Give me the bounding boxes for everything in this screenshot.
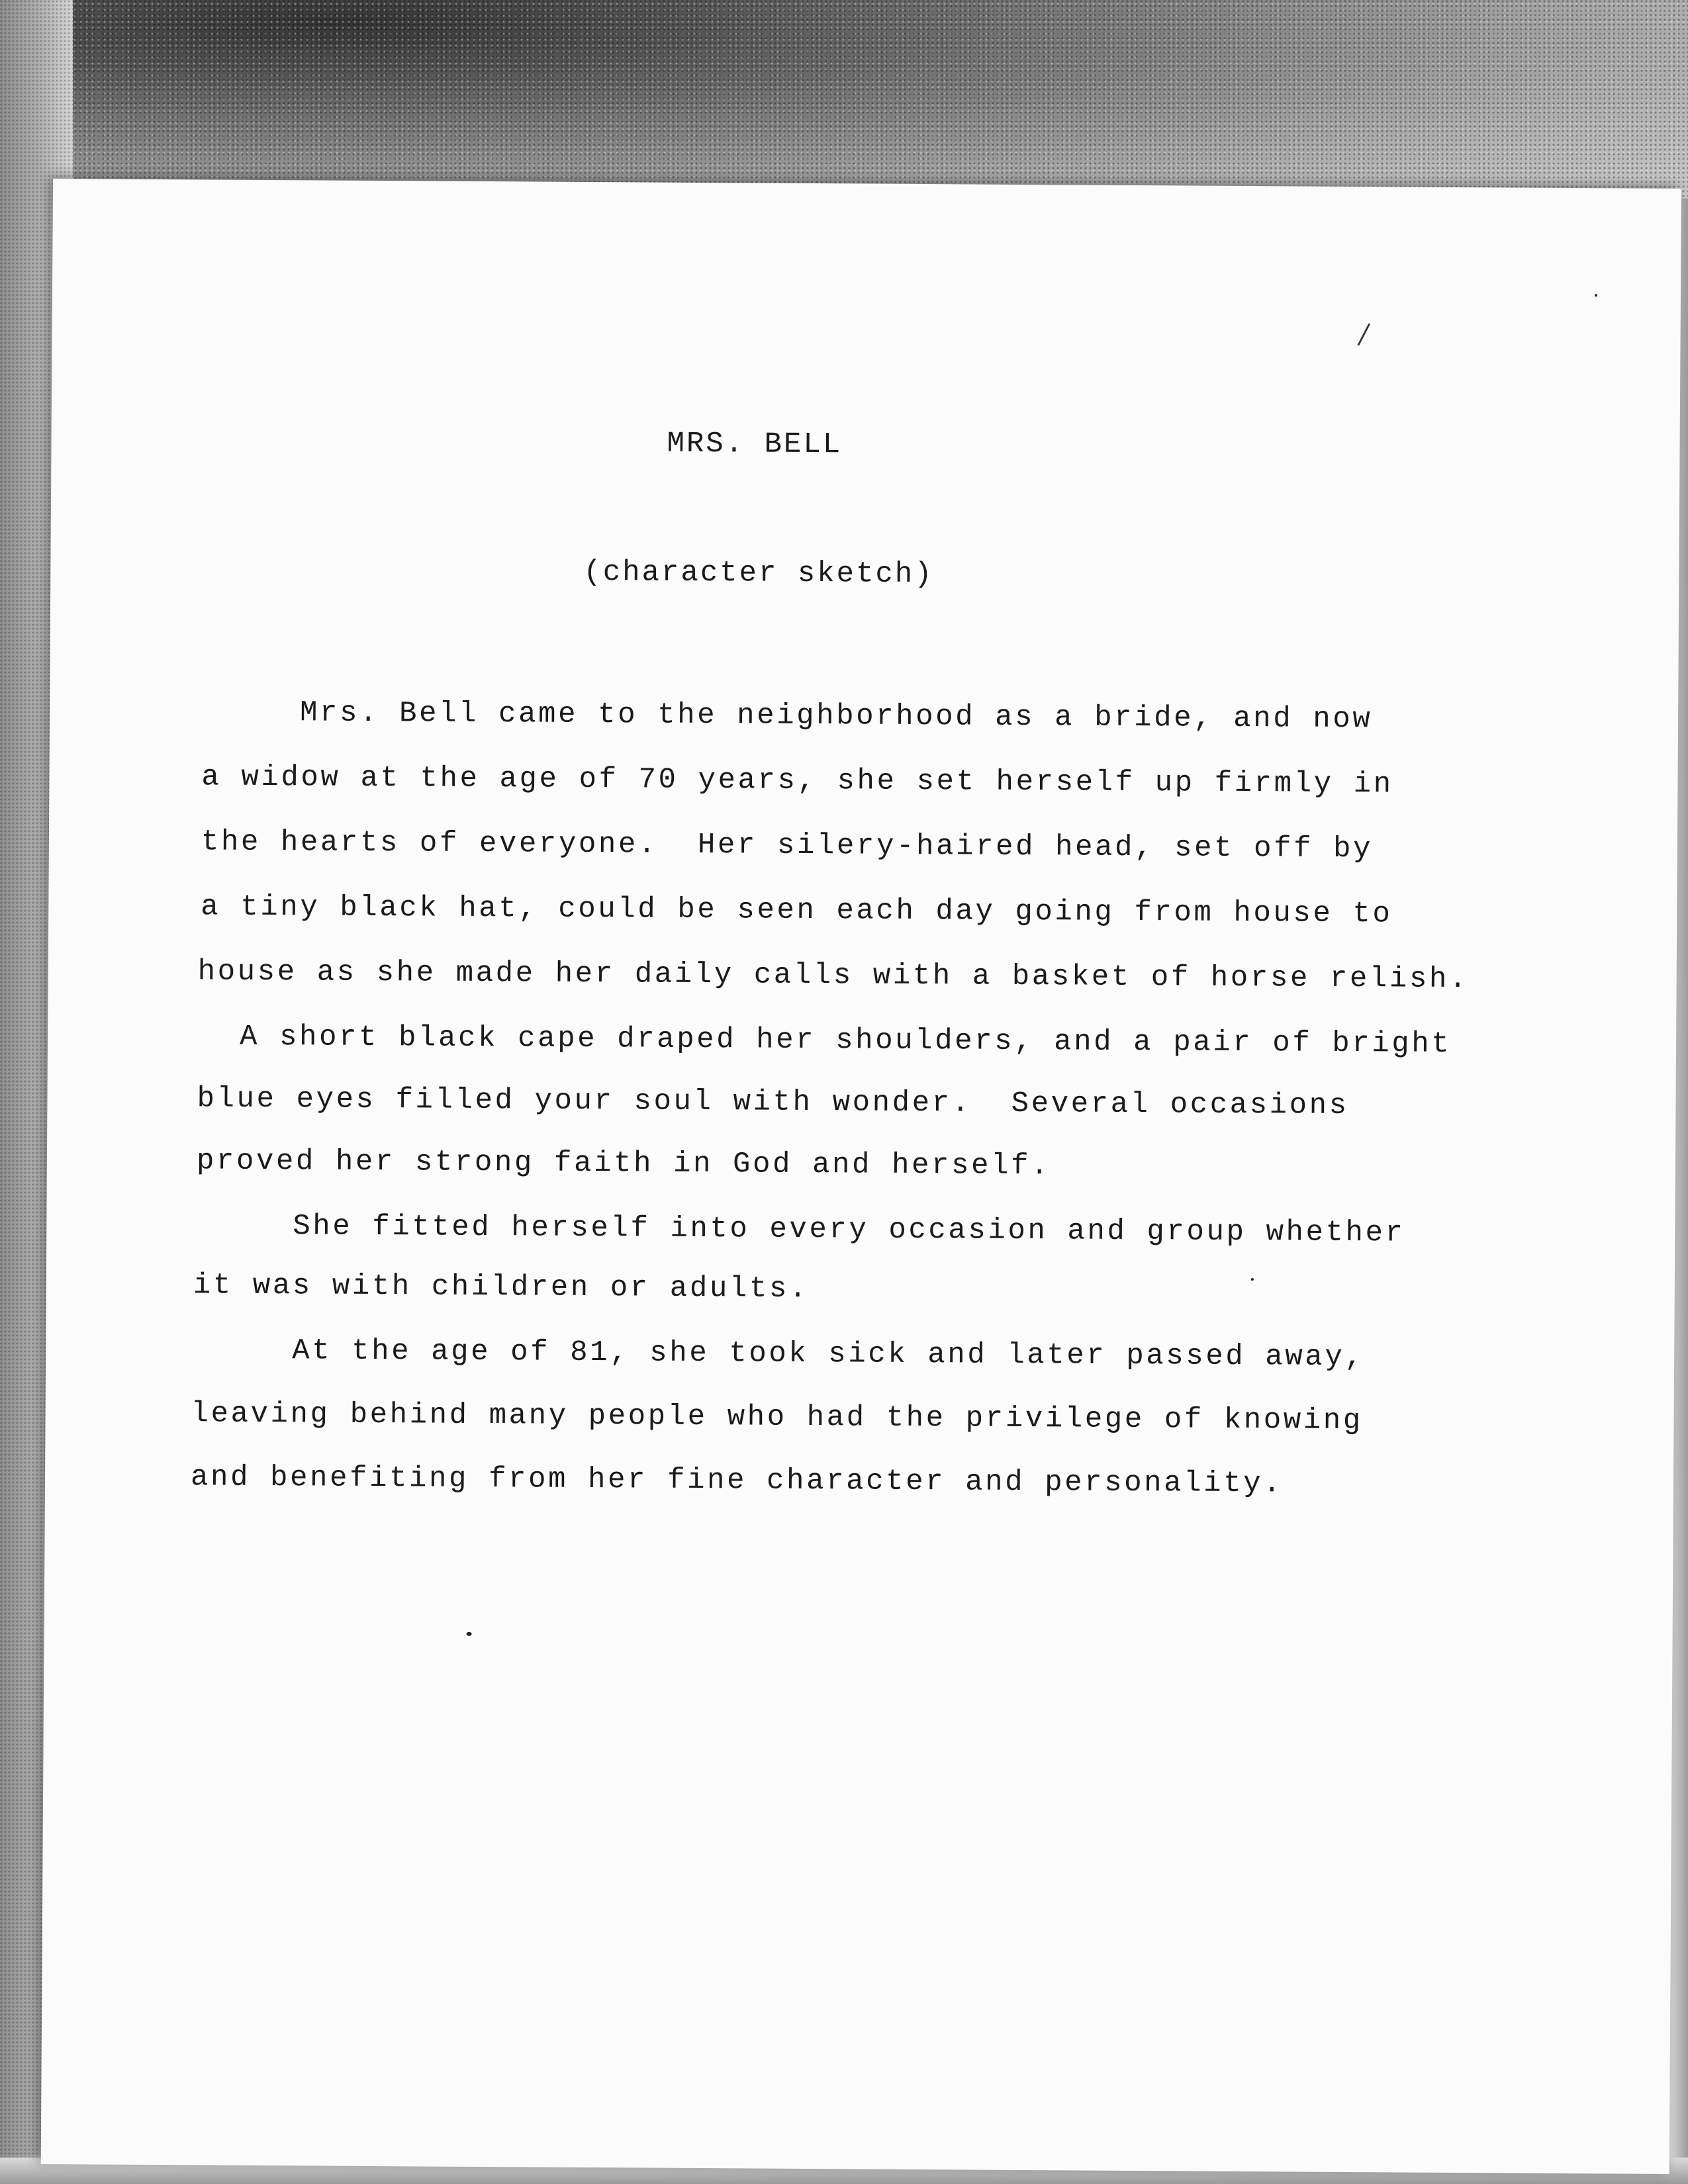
- body-line: a widow at the age of 70 years, she set herself up firmly in: [201, 760, 1393, 801]
- page-mark: /: [1359, 319, 1369, 350]
- body-line: A short black cape draped her shoulders, and a pair of bright: [239, 1020, 1452, 1061]
- body-line: leaving behind many people who had the privilege of knowing: [191, 1397, 1363, 1438]
- body-line: a tiny black hat, could be seen each day going from house to: [201, 890, 1393, 931]
- body-line: it was with children or adults.: [193, 1269, 810, 1306]
- body-line: the hearts of everyone. Her silery-haired head, set off by: [201, 825, 1374, 866]
- body-line: She fitted herself into every occasion and group whether: [293, 1210, 1405, 1250]
- body-line: and benefiting from her fine character and personality.: [190, 1461, 1284, 1501]
- ink-speck: [1595, 294, 1597, 296]
- ink-speck: [467, 1632, 472, 1636]
- body-line: blue eyes filled your soul with wonder. Several occasions: [197, 1082, 1349, 1122]
- document-subtitle: (character sketch): [583, 555, 934, 592]
- body-line: proved her strong faith in God and herself.: [196, 1144, 1051, 1183]
- body-line: house as she made her daily calls with a basket of horse relish.: [197, 955, 1470, 997]
- ink-speck: [1251, 1278, 1254, 1281]
- document-title: MRS. BELL: [667, 427, 843, 462]
- body-line: At the age of 81, she took sick and later passed away,: [292, 1334, 1365, 1375]
- paper-sheet: [41, 179, 1681, 2174]
- body-line: Mrs. Bell came to the neighborhood as a bride, and now: [299, 696, 1373, 737]
